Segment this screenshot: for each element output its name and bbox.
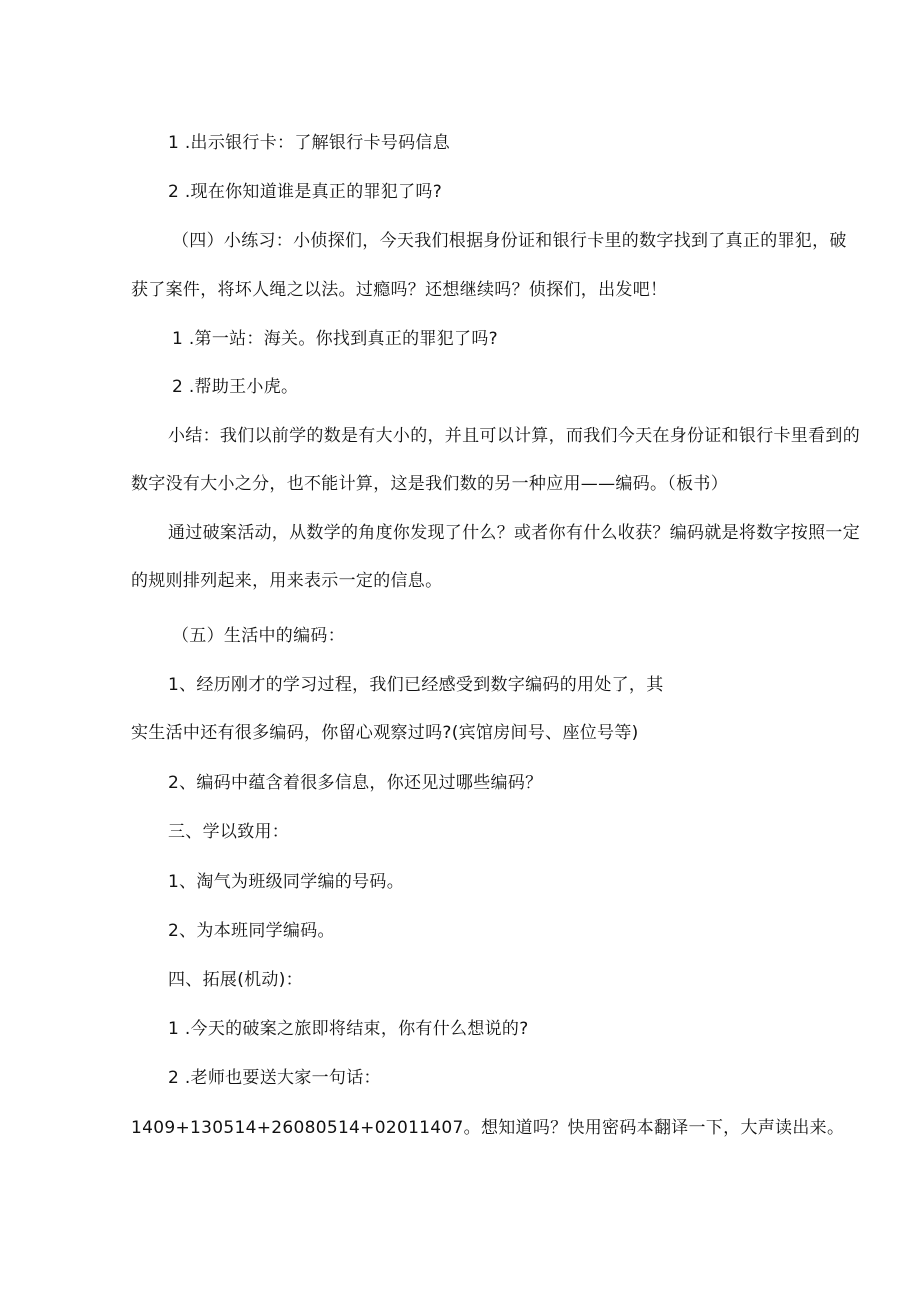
text-line: 小结：我们以前学的数是有大小的，并且可以计算，而我们今天在身份证和银行卡里看到的 — [168, 426, 860, 446]
text-line: （五）生活中的编码： — [172, 626, 345, 646]
text-line: 获了案件，将坏人绳之以法。过瘾吗？还想继续吗？侦探们，出发吧！ — [131, 280, 668, 300]
text-line: 2、编码中蕴含着很多信息，你还见过哪些编码？ — [168, 773, 543, 793]
text-line: 1409+130514+26080514+02011407。想知道吗？快用密码本翻译一下，大声读出来。 — [131, 1118, 845, 1138]
text-line: 实生活中还有很多编码，你留心观察过吗?(宾馆房间号、座位号等) — [131, 723, 639, 743]
text-line: （四）小练习：小侦探们，今天我们根据身份证和银行卡里的数字找到了真正的罪犯，破 — [172, 231, 847, 251]
text-line: 通过破案活动，从数学的角度你发现了什么？或者你有什么收获？编码就是将数字按照一定 — [168, 523, 860, 543]
text-line: 1 .出示银行卡：了解银行卡号码信息 — [168, 133, 451, 153]
text-line: 1、淘气为班级同学编的号码。 — [168, 872, 405, 892]
text-line: 2 .帮助王小虎。 — [172, 377, 299, 397]
text-line: 1 .第一站：海关。你找到真正的罪犯了吗? — [172, 329, 498, 349]
text-line: 2 .现在你知道谁是真正的罪犯了吗? — [168, 182, 443, 202]
text-line: 1 .今天的破案之旅即将结束，你有什么想说的? — [168, 1019, 529, 1039]
text-line: 的规则排列起来，用来表示一定的信息。 — [131, 571, 443, 591]
text-line: 三、学以致用： — [168, 822, 290, 842]
text-line: 四、拓展(机动)： — [168, 970, 303, 990]
text-line: 数字没有大小之分，也不能计算，这是我们数的另一种应用——编码。（板书） — [131, 474, 728, 494]
text-line: 2、为本班同学编码。 — [168, 921, 335, 941]
text-line: 2 .老师也要送大家一句话： — [168, 1068, 381, 1088]
text-line: 1、经历刚才的学习过程，我们已经感受到数字编码的用处了，其 — [168, 675, 664, 695]
